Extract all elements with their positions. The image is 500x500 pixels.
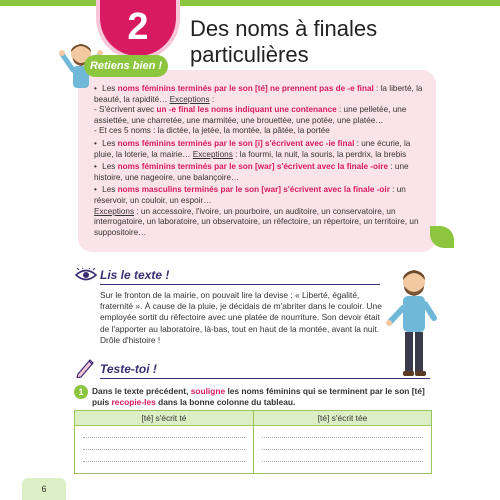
rule-item: • Les noms féminins terminés par le son [war] s'écrivent avec la finale -oire : une histoire, une nageoire, une balançoire… xyxy=(94,162,426,183)
column-header: [té] s'écrit té xyxy=(75,411,253,426)
chapter-title: Des noms à finales particulières xyxy=(190,16,378,67)
retiens-bien-badge: Retiens bien ! xyxy=(84,55,168,77)
answer-line[interactable] xyxy=(83,450,245,462)
answer-line[interactable] xyxy=(83,438,245,450)
test-section-rule xyxy=(100,378,430,379)
page-number: 6 xyxy=(22,478,66,500)
answer-column-te xyxy=(75,411,253,473)
rule-item: • Les noms féminins terminés par le son [té] ne prennent pas de -e final : la liberté, la beauté, la rapidité… Exceptions : - S'écrivent avec un -e final les noms indiquant une contenance : une pelletée, une assiettée, une charretée, une marmitée, une brouettée, une potée, une platée… - Et ces 5 noms : la dictée, la jetée, la montée, la pâtée, la portée xyxy=(94,84,426,137)
exercise-number: 1 xyxy=(74,385,88,399)
chapter-number: 2 xyxy=(127,5,149,48)
test-section-title: Teste-toi ! xyxy=(100,362,157,376)
read-section-rule xyxy=(100,284,380,285)
answer-line[interactable] xyxy=(83,426,245,438)
answer-line[interactable] xyxy=(262,426,423,438)
top-accent-bar xyxy=(0,0,500,6)
eye-icon xyxy=(75,268,97,282)
column-header: [té] s'écrit tée xyxy=(254,411,431,426)
rules-box xyxy=(78,70,436,252)
answer-line[interactable] xyxy=(83,462,245,474)
answer-column-tee xyxy=(254,411,431,473)
exercise-instructions: Dans le texte précédent, souligne les noms féminins qui se terminent par le son [té] puis recopie-les dans la bonne colonne du tableau. xyxy=(92,386,425,407)
answer-table xyxy=(74,410,432,474)
rule-item: • Les noms masculins terminés par le son [war] s'écrivent avec la finale -oir : un réservoir, un couloir, un espoir… Exceptions : un accessoire, l'ivoire, un pourboire, un auditoire, un conservatoire, un interrogatoire, un laboratoire, un observatoire, un réfectoire, un répertoire, un territoire, un suppositoire… xyxy=(94,185,426,238)
teacher-mascot-icon xyxy=(384,268,444,378)
chapter-number-badge xyxy=(100,0,176,56)
read-section-title: Lis le texte ! xyxy=(100,268,170,282)
answer-line[interactable] xyxy=(262,450,423,462)
rule-highlight: noms féminins terminés par le son [té] ne prennent pas de -e final xyxy=(117,84,374,93)
pencil-icon xyxy=(74,356,96,378)
answer-line[interactable] xyxy=(262,462,423,474)
reading-text: Sur le fronton de la mairie, on pouvait lire la devise : « Liberté, égalité, fraternité ». À cause de la pluie, je décidais de m'abriter dans le couloir. Une employée sortit du réfectoire avec une platée de nourriture. Son devoir était de l'apporter au laboratoire, là-bas, tout en haut de la montée, avant la nuit. Drôle d'histoire ! xyxy=(100,290,382,345)
rule-item: • Les noms féminins terminés par le son [i] s'écrivent avec -ie final : une écurie, la pluie, la loterie, la mairie… Exceptions : la fourmi, la nuit, la souris, la perdrix, la brebis xyxy=(94,139,426,160)
answer-line[interactable] xyxy=(262,438,423,450)
